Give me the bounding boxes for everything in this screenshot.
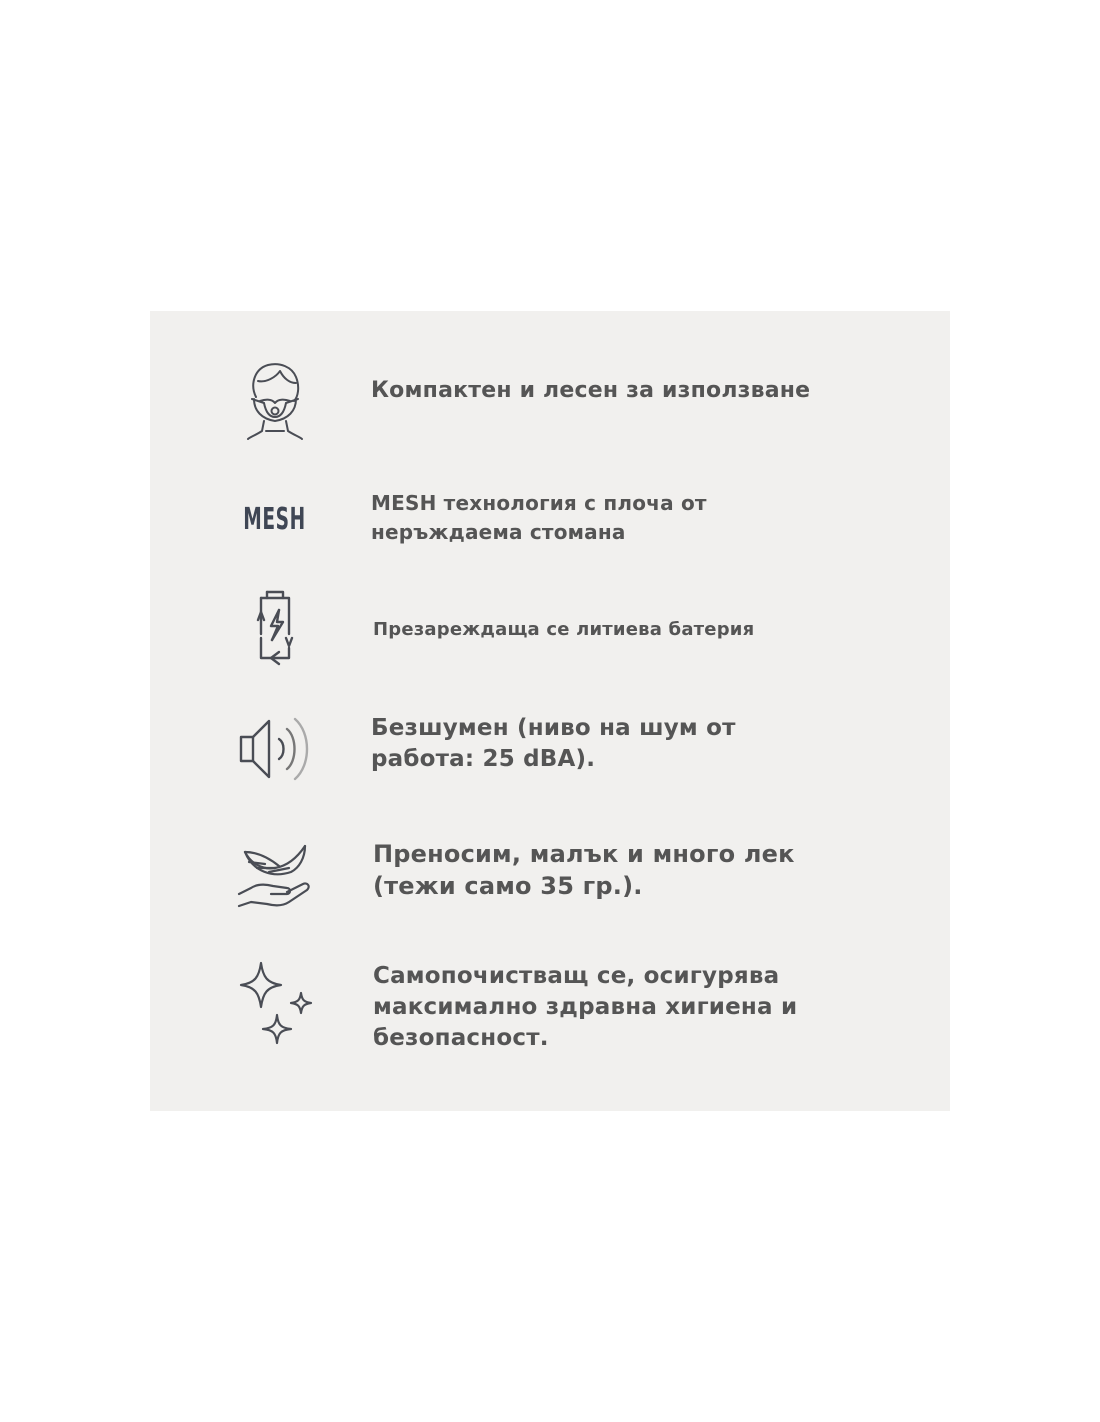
face-mask-icon — [235, 361, 315, 441]
feature-text: Компактен и лесен за използване — [371, 378, 811, 403]
mesh-logo-text: MESH — [243, 501, 307, 537]
rechargeable-battery-icon — [235, 586, 315, 666]
feature-hand-icon — [235, 835, 315, 915]
features-panel — [150, 311, 950, 1111]
sparkles-icon — [235, 957, 315, 1053]
speaker-sound-icon — [235, 709, 315, 789]
mesh-logo — [235, 479, 315, 559]
feature-text: MESH технология с плоча от неръждаема стомана — [371, 491, 707, 544]
feature-text: Преносим, малък и много лек (тежи само 35 гр.). — [373, 840, 795, 900]
feature-text: Презареждаща се литиева батерия — [373, 619, 755, 640]
feature-text: Самопочистващ се, осигурява максимално здравна хигиена и безопасност. — [373, 963, 798, 1051]
feature-text: Безшумен (ниво на шум от работа: 25 dBA). — [371, 715, 736, 772]
